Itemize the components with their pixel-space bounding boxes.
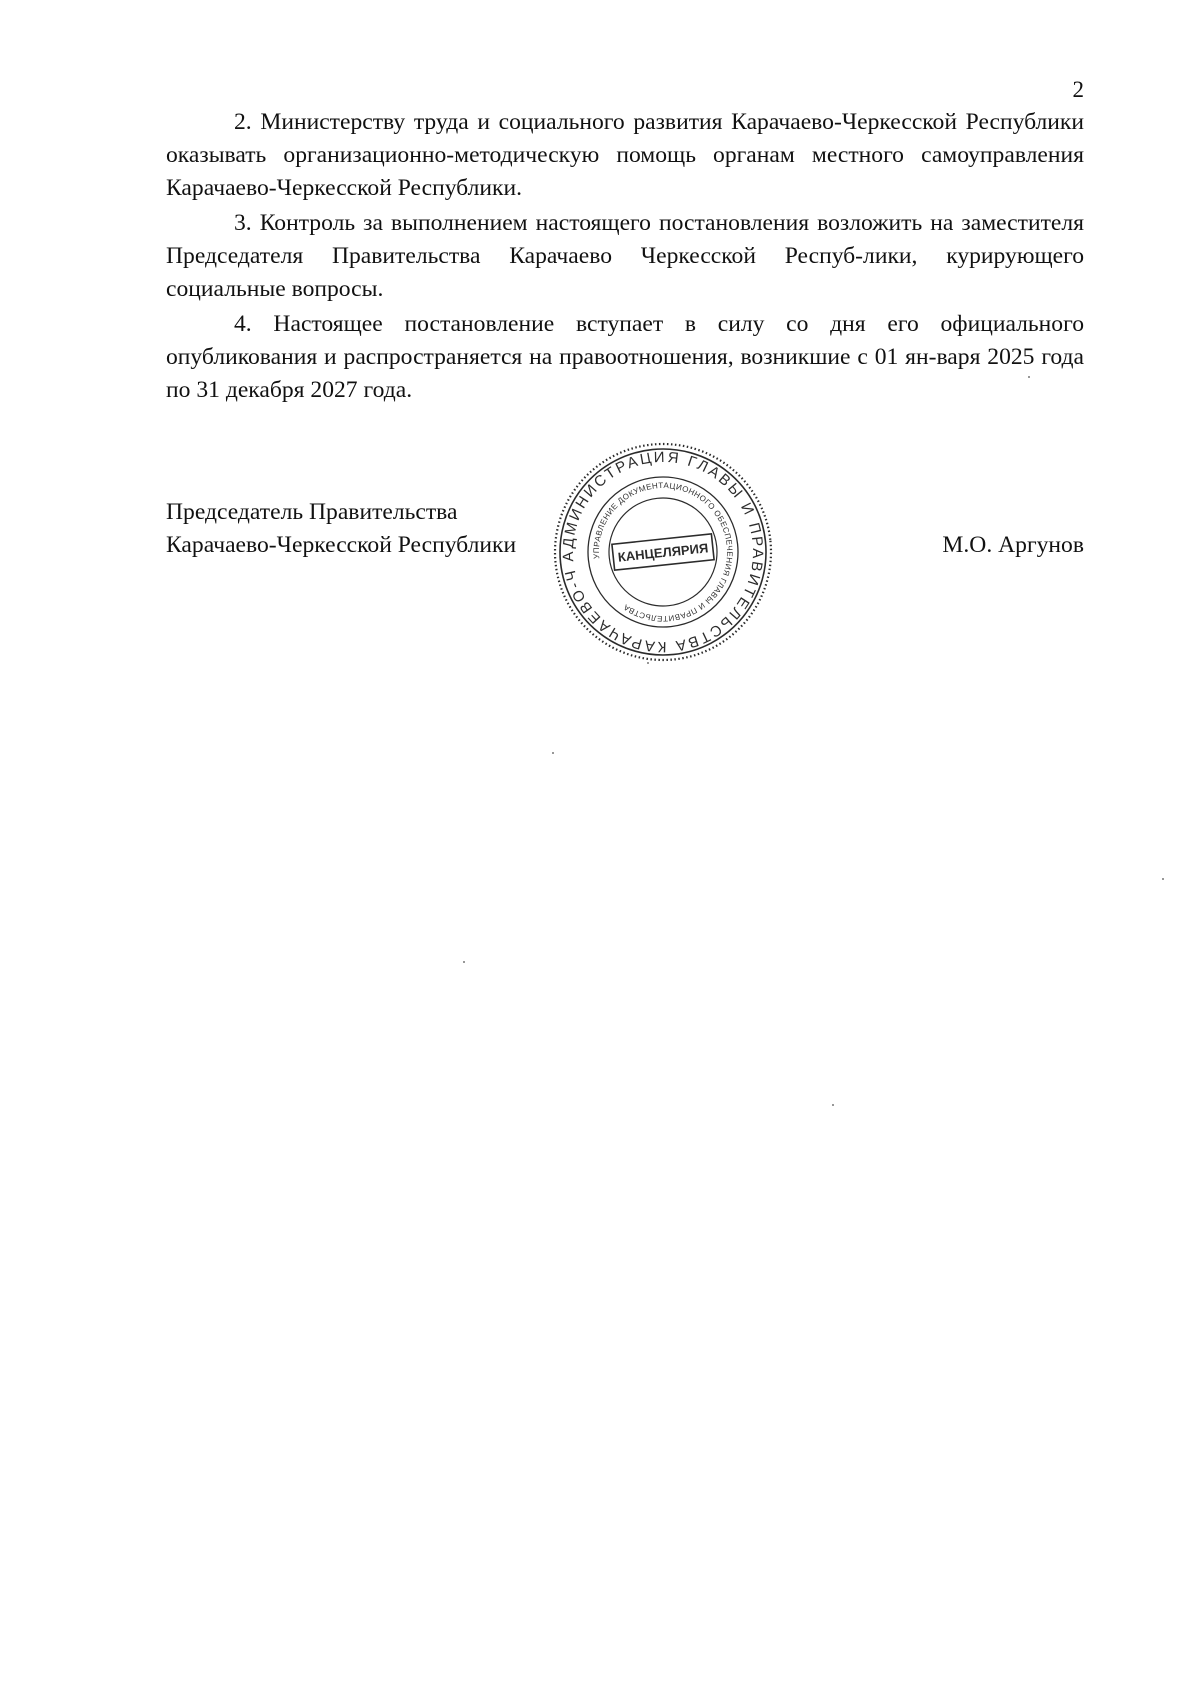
official-seal (540, 429, 786, 675)
scan-speck (1028, 376, 1030, 378)
document-body (166, 106, 1084, 409)
paragraph-2: 2. Министерству труда и социального развития Карачаево-Черкесской Республики оказывать организационно-методическую помощь органам местного самоуправления Карачаево-Черкесской Республики. (166, 109, 1084, 201)
paragraph-4: 4. Настоящее постановление вступает в силу со дня его официального опубликования и распространяется на правоотношения, возникшие с 01 ян-варя 2025 года по 31 декабря 2027 года. (166, 311, 1084, 403)
seal-center-text: КАНЦЕЛЯРИЯ (617, 540, 709, 565)
signer-name: М.О. Аргунов (942, 532, 1084, 558)
signer-position-line-1: Председатель Правительства (166, 499, 458, 525)
paragraph-3: 3. Контроль за выполнением настоящего постановления возложить на заместителя Председателя Правительства Карачаево Черкесской Респуб-лики, курирующего социальные вопросы. (166, 210, 1084, 302)
scan-speck (463, 961, 465, 963)
scan-speck (1162, 878, 1164, 880)
seal-outer-text: АДМИНИСТРАЦИЯ ГЛАВЫ И ПРАВИТЕЛЬСТВА КАРАЧАЕВО-ЧЕРКЕССКОЙ РЕСПУБЛИКИ (539, 438, 767, 656)
seal-graphic (540, 429, 786, 675)
page-number: 2 (1072, 77, 1084, 102)
scan-speck (552, 752, 554, 754)
scan-speck (647, 662, 649, 664)
scan-speck (832, 1104, 834, 1106)
signer-position-line-2: Карачаево-Черкесской Республики (166, 532, 517, 558)
seal-inner-text: УПРАВЛЕНИЕ ДОКУМЕНТАЦИОННОГО ОБЕСПЕЧЕНИЯ ГЛАВЫ И ПРАВИТЕЛЬСТВА (591, 480, 735, 624)
